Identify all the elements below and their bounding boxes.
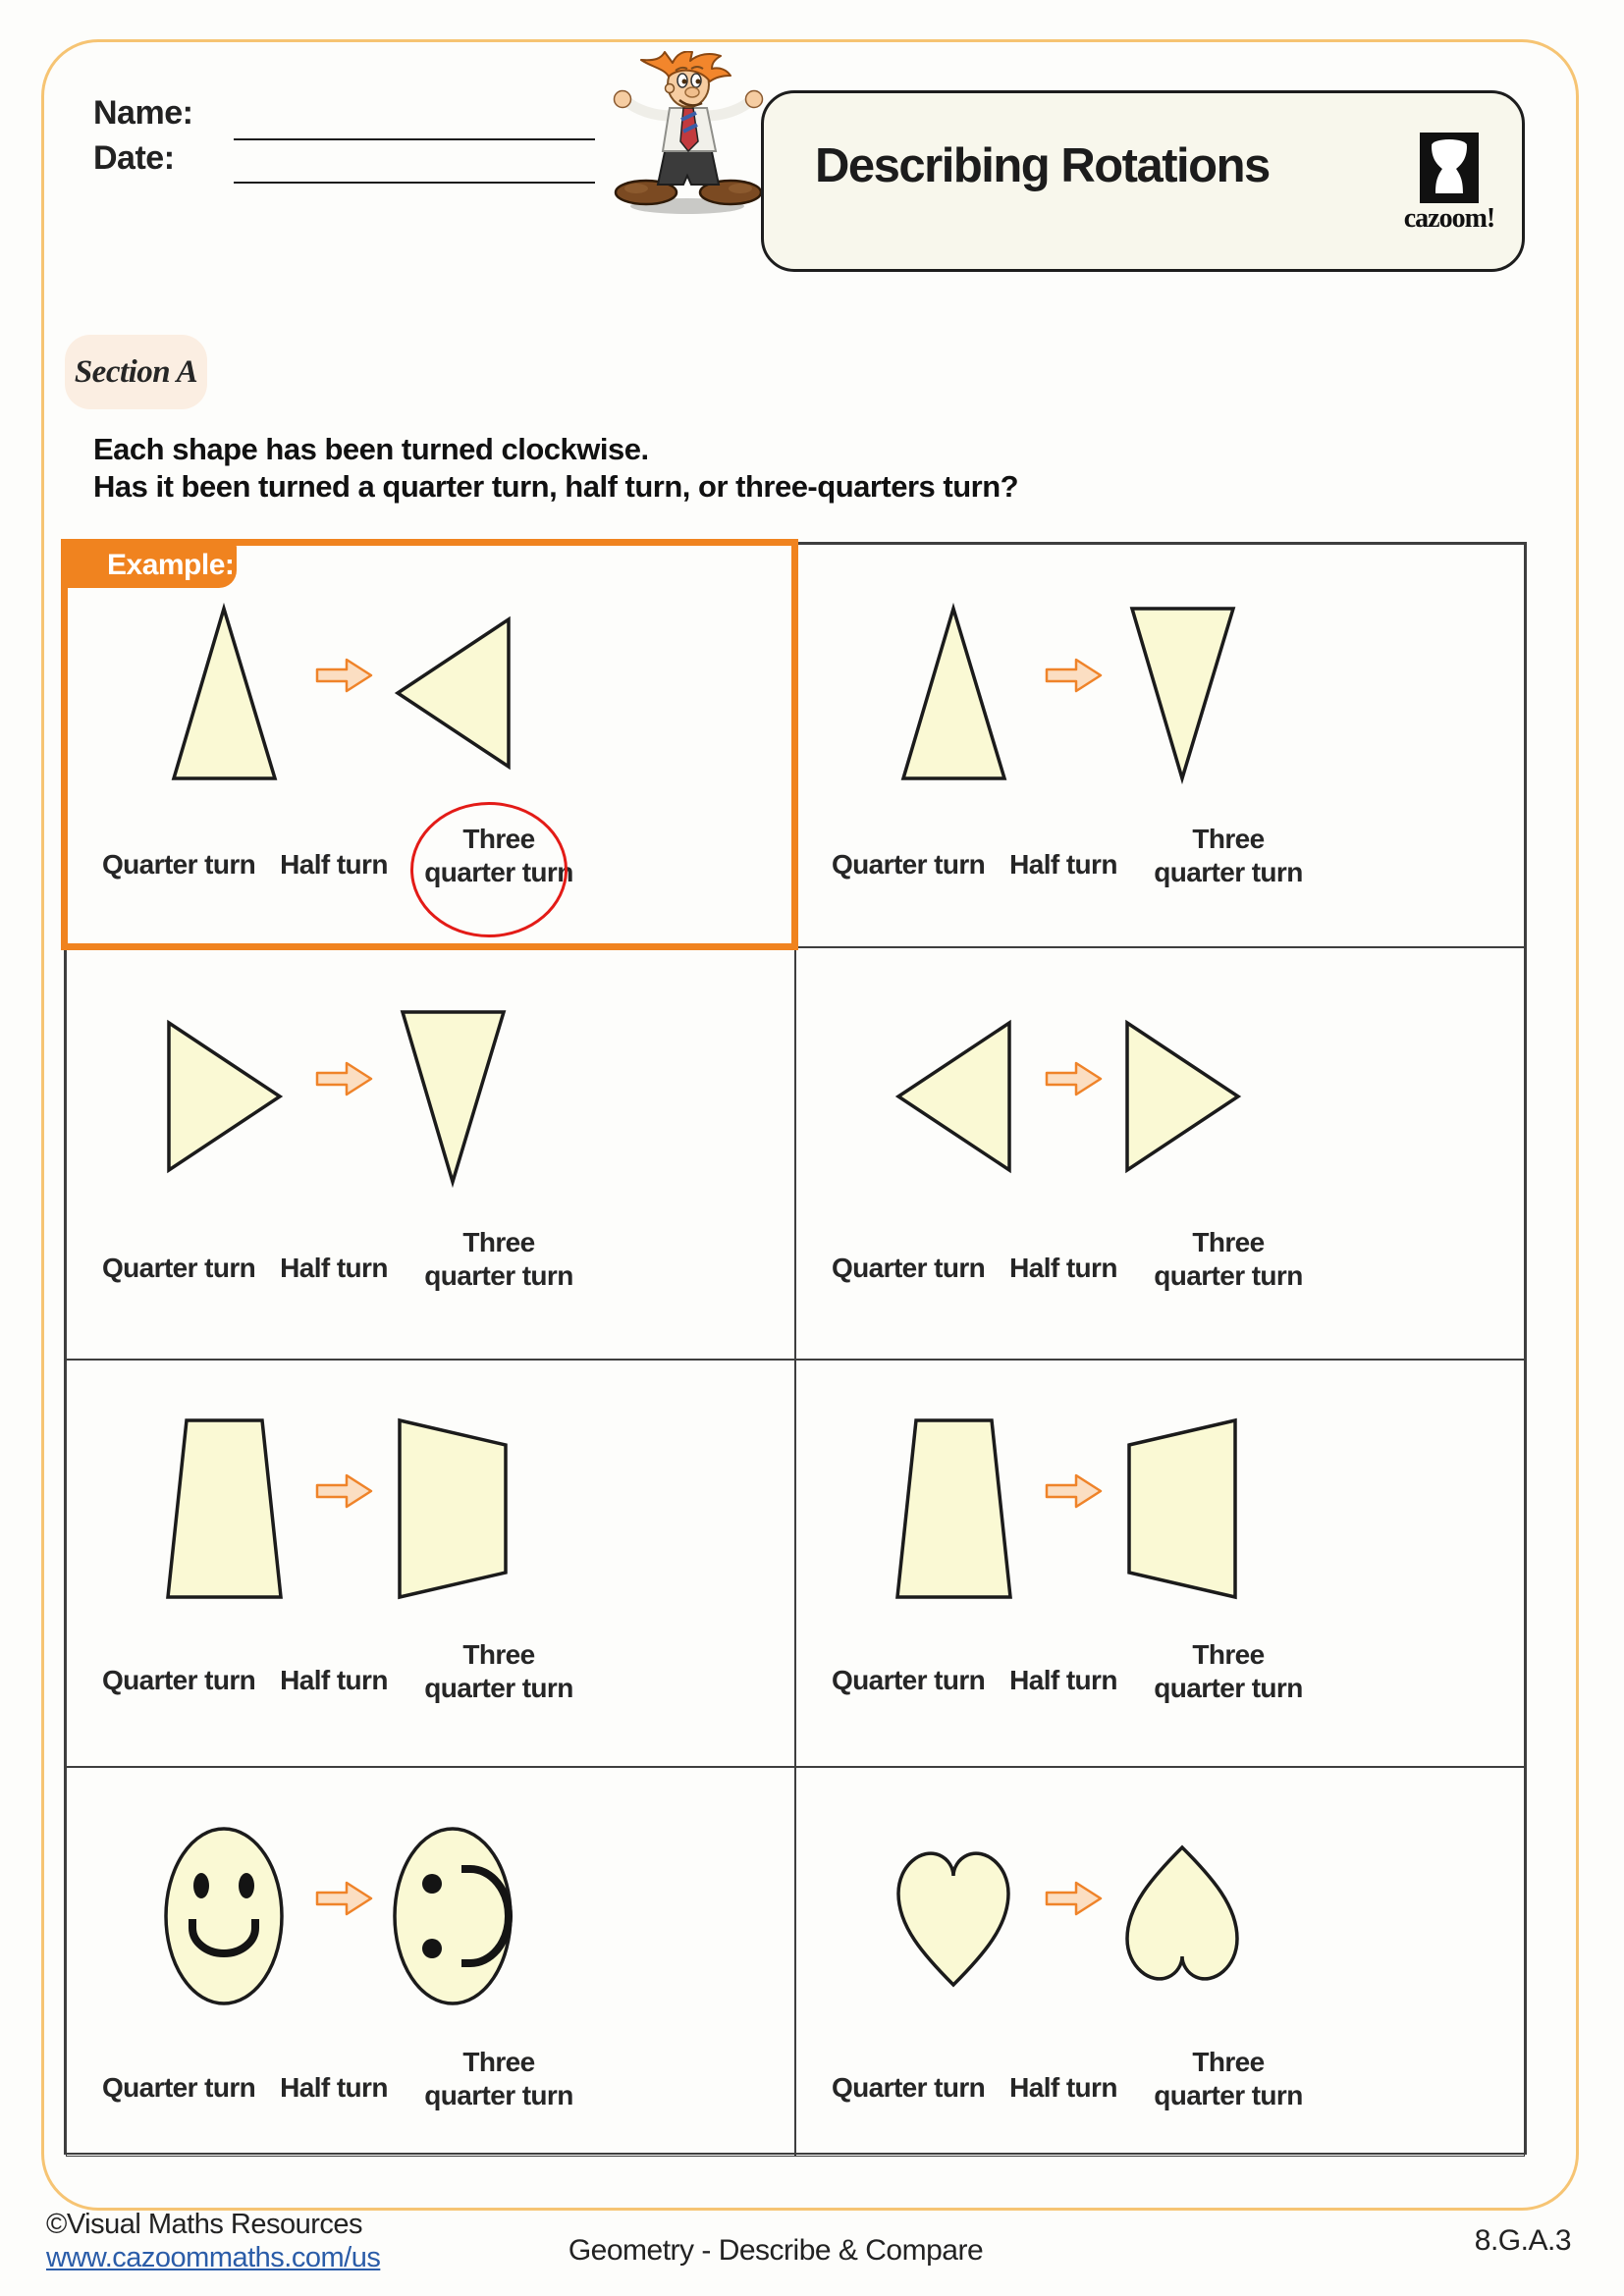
shape-after-heart-upside-down [1059,1789,1305,2043]
option-quarter-turn: Quarter turn [102,1253,256,1283]
logo-text: cazoom! [1403,203,1495,234]
shape-after-triangle-down [1059,566,1305,820]
option-quarter-turn: Quarter turn [102,849,256,880]
problem-cell-4 [795,947,1525,1360]
option-three-quarter-turn: Three quarter turn [1154,1639,1303,1704]
option-half-turn: Half turn [280,2072,388,2103]
worksheet-category: Geometry - Describe & Compare [568,2234,984,2267]
example-label: Example: [107,548,235,581]
option-three-quarter-turn: Three quarter turn [424,1227,573,1292]
shape-after-smiley-face-rotated [330,1789,575,2043]
shape-after-triangle-down [330,970,575,1223]
shape-after-triangle-left [330,566,575,820]
problems-grid [64,542,1527,2155]
option-half-turn: Half turn [1009,2072,1117,2103]
option-half-turn: Half turn [280,849,388,880]
date-label: Date: [93,139,175,177]
problem-cell-7 [66,1767,795,2157]
instructions-line-2: Has it been turned a quarter turn, half turn, or three-quarters turn? [93,469,1019,504]
example-answer-circle [410,802,568,937]
option-quarter-turn: Quarter turn [832,2072,986,2103]
option-half-turn: Half turn [280,1253,388,1283]
website-link[interactable]: www.cazoommaths.com/us [46,2242,381,2273]
option-three-quarter-turn: Three quarter turn [1154,2047,1303,2111]
example-tab [64,542,237,588]
problem-cell-8 [795,1767,1525,2157]
option-quarter-turn: Quarter turn [832,1253,986,1283]
section-a-chip [65,335,207,409]
name-write-line [234,138,595,140]
shape-after-trapezoid-narrow-left [1059,1382,1305,1635]
option-three-quarter-turn: Three quarter turn [424,1639,573,1704]
option-three-quarter-turn: Three quarter turn [1154,824,1303,888]
shape-after-trapezoid-narrow-right [330,1382,575,1635]
option-three-quarter-turn: Three quarter turn [424,2047,573,2111]
option-quarter-turn: Quarter turn [832,849,986,880]
option-half-turn: Half turn [280,1665,388,1695]
name-label: Name: [93,94,193,132]
page-title: Describing Rotations [815,139,1270,192]
standard-code: 8.G.A.3 [1474,2224,1571,2257]
copyright-text: ©Visual Maths Resources [46,2209,363,2240]
drum-icon [1420,133,1479,203]
option-quarter-turn: Quarter turn [102,2072,256,2103]
option-quarter-turn: Quarter turn [102,1665,256,1695]
option-half-turn: Half turn [1009,1665,1117,1695]
problem-cell-6 [795,1360,1525,1767]
date-write-line [234,182,595,184]
option-three-quarter-turn: Three quarter turn [1154,1227,1303,1292]
problem-cell-2 [795,544,1525,947]
problem-cell-3 [66,947,795,1360]
cazoom-logo [1390,133,1508,235]
problem-cell-example [66,544,795,947]
instructions-line-1: Each shape has been turned clockwise. [93,432,649,466]
option-quarter-turn: Quarter turn [832,1665,986,1695]
option-half-turn: Half turn [1009,849,1117,880]
option-half-turn: Half turn [1009,1253,1117,1283]
problem-cell-5 [66,1360,795,1767]
shape-after-triangle-right [1059,970,1305,1223]
option-three-quarter-turn: Three quarter turn [424,824,573,888]
title-box [761,90,1525,272]
section-a-label: Section A [74,353,198,390]
